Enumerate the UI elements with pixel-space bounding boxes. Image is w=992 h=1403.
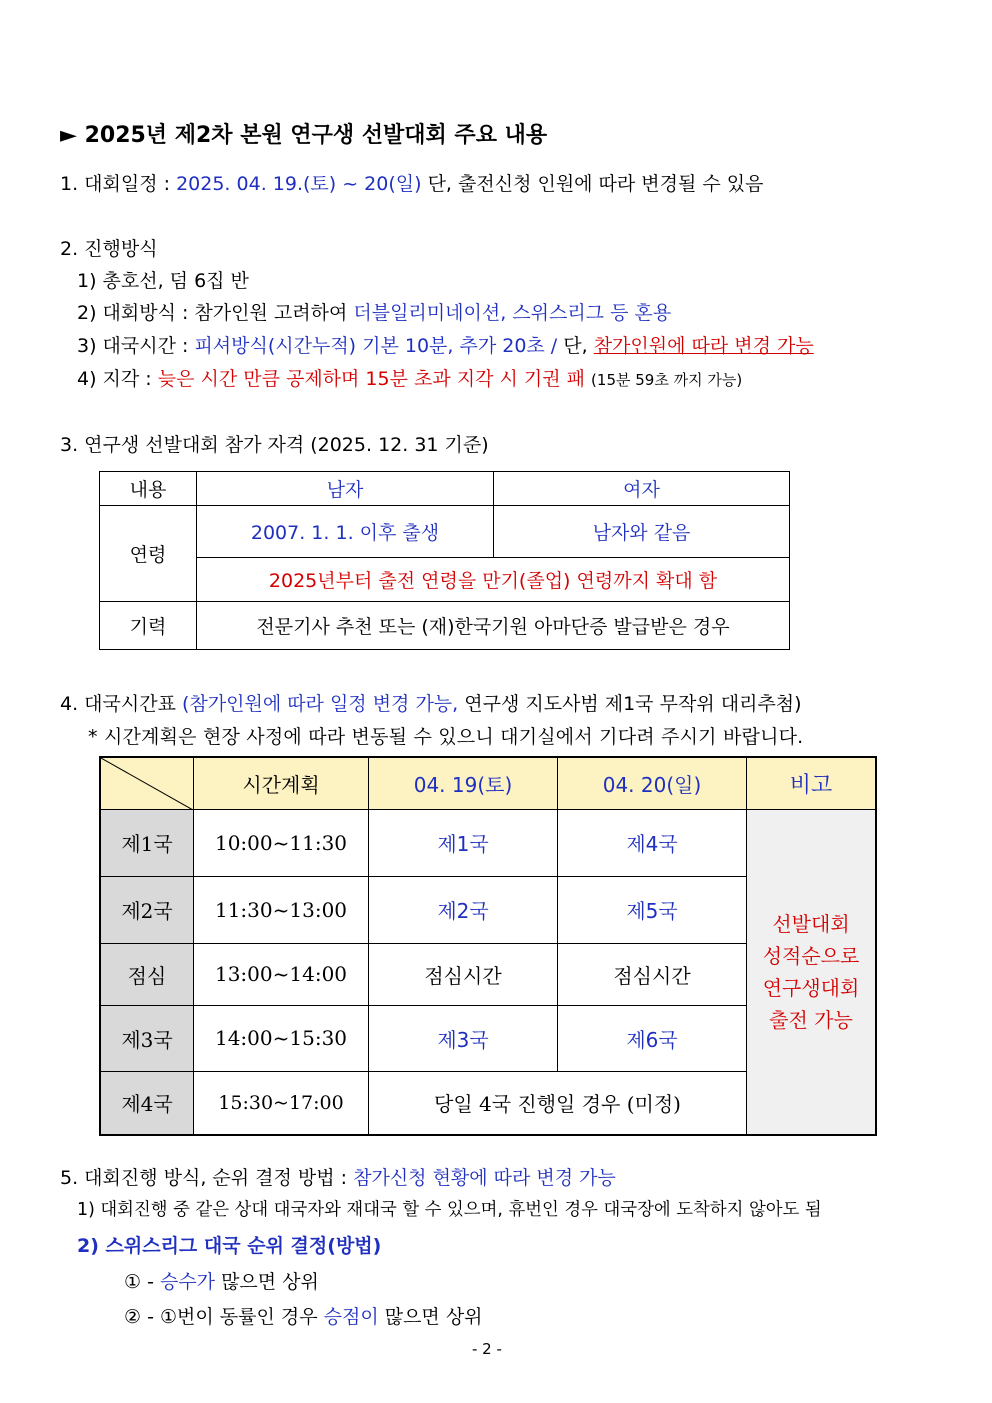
s2-i3-prefix: 3) 대국시간 : [77, 335, 195, 357]
row-label: 제2국 [100, 876, 194, 943]
s4-head-prefix: 4. 대국시간표 [60, 693, 182, 715]
section-3-heading: 3. 연구생 선발대회 참가 자격 (2025. 12. 31 기준) [60, 434, 489, 456]
page-number: - 2 - [472, 1340, 502, 1358]
s1-prefix: 1. 대회일정 : [60, 173, 177, 195]
age-note: 2025년부터 출전 연령을 만기(졸업) 연령까지 확대 함 [197, 558, 790, 602]
s1-date: 2025. 04. 19.(토) ~ 20(일) [176, 173, 422, 195]
s5-head-blue: 참가신청 현황에 따라 변경 가능 [353, 1167, 616, 1189]
row-day1: 제2국 [369, 876, 558, 943]
row-day2: 점심시간 [558, 943, 747, 1005]
row-time: 10:00~11:30 [194, 809, 369, 876]
s2-item-1: 1) 총호선, 덤 6집 반 [77, 270, 249, 292]
s2-i4-note: (15분 59초 까지 가능) [591, 371, 743, 389]
row-day1: 제1국 [369, 809, 558, 876]
th-day1: 04. 19(토) [369, 757, 558, 809]
s1-suffix: 단, 출전신청 인원에 따라 변경될 수 있음 [421, 173, 764, 195]
r2-prefix: ② - ①번이 동률인 경우 [124, 1306, 324, 1328]
r1-blue: 승수가 [159, 1271, 216, 1293]
row-day2: 제5국 [558, 876, 747, 943]
remark-line: 선발대회 [772, 911, 850, 936]
s5-item-1: 1) 대회진행 중 같은 상대 대국자와 재대국 할 수 있으며, 휴번인 경우 대국장에 도착하지 않아도 됨 [77, 1200, 822, 1220]
s5-head-prefix: 5. 대회진행 방식, 순위 결정 방법 : [60, 1167, 354, 1189]
s2-i4-prefix: 4) 지각 : [77, 368, 158, 390]
row-label: 제3국 [100, 1005, 194, 1071]
th-time: 시간계획 [194, 757, 369, 809]
th-note: 비고 [747, 757, 877, 809]
r2-blue: 승점이 [323, 1306, 379, 1328]
row-label: 제1국 [100, 809, 194, 876]
th-female: 여자 [494, 472, 790, 506]
s2-i3-red: 참가인원에 따라 변경 가능 [593, 335, 814, 357]
s4-head-blue: (참가인원에 따라 일정 변경 가능, [181, 693, 465, 715]
r2-suffix: 많으면 상위 [378, 1306, 483, 1328]
s5-item-2: 2) 스위스리그 대국 순위 결정(방법) [77, 1235, 382, 1257]
th-day2: 04. 20(일) [558, 757, 747, 809]
row-time: 13:00~14:00 [194, 943, 369, 1005]
r1-prefix: ① - [124, 1271, 160, 1293]
record-label: 기력 [100, 602, 197, 650]
s2-item-2 [77, 301, 671, 325]
section-4-heading [60, 692, 802, 716]
row-time: 15:30~17:00 [194, 1071, 369, 1135]
row-day2: 제6국 [558, 1005, 747, 1071]
th-diagonal [100, 757, 194, 809]
section-1 [60, 172, 764, 196]
s2-i2-prefix: 2) 대회방식 : 참가인원 고려하여 [77, 302, 354, 324]
page-title: ► 2025년 제2차 본원 연구생 선발대회 주요 내용 [60, 123, 548, 148]
row-day1: 점심시간 [369, 943, 558, 1005]
eligibility-table [99, 471, 790, 650]
s4-head-suffix: 연구생 지도사범 제1국 무작위 대리추첨) [464, 693, 802, 715]
age-male: 2007. 1. 1. 이후 출생 [197, 506, 494, 558]
remark-cell [747, 809, 877, 1135]
row-merged: 당일 4국 진행일 경우 (미정) [369, 1071, 747, 1135]
row-day1: 제3국 [369, 1005, 558, 1071]
s5-rule-2 [124, 1305, 483, 1329]
remark-line: 출전 가능 [769, 1007, 853, 1032]
record-value: 전문기사 추천 또는 (재)한국기원 아마단증 발급받은 경우 [197, 602, 790, 650]
age-female: 남자와 같음 [494, 506, 790, 558]
schedule-table [99, 756, 877, 1136]
s5-rule-1 [124, 1270, 319, 1294]
remark-line: 연구생대회 [762, 975, 860, 1000]
s2-item-4 [77, 367, 742, 392]
section-2-heading: 2. 진행방식 [60, 238, 158, 260]
th-content: 내용 [100, 472, 197, 506]
s2-i3-mid: 단, [563, 335, 594, 357]
section-5-heading [60, 1166, 616, 1190]
remark-line: 성적순으로 [762, 943, 860, 968]
row-time: 11:30~13:00 [194, 876, 369, 943]
row-label: 점심 [100, 943, 194, 1005]
s2-i3-blue: 피셔방식(시간누적) 기본 10분, 추가 20초 / [194, 335, 564, 357]
row-day2: 제4국 [558, 809, 747, 876]
th-male: 남자 [197, 472, 494, 506]
s2-i2-blue: 더블일리미네이션, 스위스리그 등 혼용 [353, 302, 672, 324]
s2-item-3 [77, 334, 814, 358]
age-label: 연령 [100, 506, 197, 602]
s4-note: * 시간계획은 현장 사정에 따라 변동될 수 있으니 대기실에서 기다려 주시기 바랍니다. [88, 726, 804, 748]
r1-suffix: 많으면 상위 [215, 1271, 319, 1293]
row-label: 제4국 [100, 1071, 194, 1135]
s2-i4-red: 늦은 시간 만큼 공제하며 15분 초과 지각 시 기권 패 [157, 368, 585, 390]
diagonal-line-icon [101, 758, 193, 810]
row-time: 14:00~15:30 [194, 1005, 369, 1071]
